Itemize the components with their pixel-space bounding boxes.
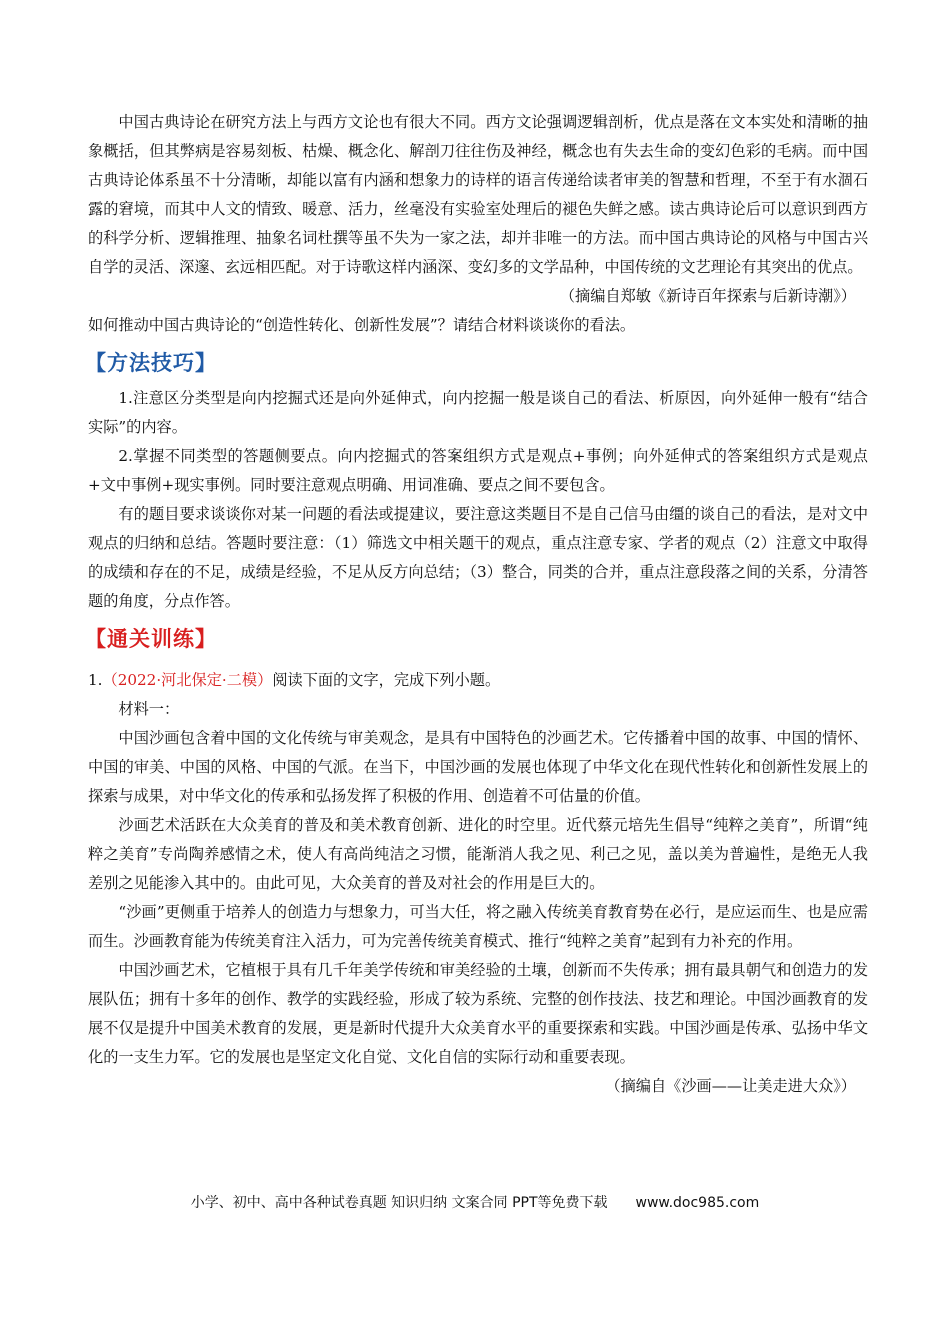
material-label: 材料一： [118,700,180,718]
methods-item-2: 2.掌握不同类型的答题侧要点。向内挖掘式的答案组织方式是观点+事例；向外延伸式的答案组织方式是观点+文中事例+现实事例。同时要注意观点明确、用词准确、要点之间不要包含。 [88,447,868,494]
methods-item-1: 1.注意区分类型是向内挖掘式还是向外延伸式，向内挖掘一般是谈自己的看法、析原因，向外延伸一般有“结合实际”的内容。 [88,389,868,436]
material-paragraph-4: 中国沙画艺术，它植根于具有几千年美学传统和审美经验的土壤，创新而不失传承；拥有最具朝气和创造力的发展队伍；拥有十多年的创作、教学的实践经验，形成了较为系统、完整的创作技法、技艺和理论。中国沙画教育的发展不仅是提升中国美术教育的发展，更是新时代提升大众美育水平的重要探索和实践。中国沙画是传承、弘扬中华文化的一支生力军。它的发展也是坚定文化自觉、文化自信的实际行动和重要表现。 [88,961,868,1066]
passage-source: （摘编自郑敏《新诗百年探索与后新诗潮》） [559,287,856,305]
passage-question: 如何推动中国古典诗论的“创造性转化、创新性发展”？请结合材料谈谈你的看法。 [88,316,636,334]
training-heading: 【通关训练】 [85,627,217,651]
document-page [85,108,868,1101]
question-text: 阅读下面的文字，完成下列小题。 [272,671,501,689]
methods-item-3: 有的题目要求谈谈你对某一问题的看法或提建议，要注意这类题目不是自己信马由缰的谈自己的看法，是对文中观点的归纳和总结。答题时要注意：（1）筛选文中相关题干的观点，重点注意专家、学者的观点（2）注意文中取得的成绩和存在的不足，成绩是经验，不足从反方向总结；（3）整合，同类的合并，重点注意段落之间的关系，分清答题的角度，分点作答。 [88,505,868,610]
footer-url[interactable]: www.doc985.com [635,1195,760,1211]
methods-heading: 【方法技巧】 [85,351,217,375]
material-paragraph-2: 沙画艺术活跃在大众美育的普及和美术教育创新、进化的时空里。近代蔡元培先生倡导“纯粹之美育”，所谓“纯粹之美育”专尚陶养感情之术，使人有高尚纯洁之习惯，能渐消人我之见、利己之见，盖以美为普遍性，是绝无人我差别之见能渗入其中的。由此可见，大众美育的普及对社会的作用是巨大的。 [88,816,868,892]
page-footer [0,1192,950,1212]
passage-paragraph: 中国古典诗论在研究方法上与西方文论也有很大不同。西方文论强调逻辑剖析，优点是落在文本实处和清晰的抽象概括，但其弊病是容易刻板、枯燥、概念化、解剖刀往往伤及神经，概念也有失去生命的变幻色彩的毛病。而中国古典诗论体系虽不十分清晰，却能以富有内涵和想象力的诗样的语言传递给读者审美的智慧和哲理，不至于有水涸石露的窘境，而其中人文的情致、暖意、活力，丝毫没有实验室处理后的褪色失鲜之感。读古典诗论后可以意识到西方的科学分析、逻辑推理、抽象名词杜撰等虽不失为一家之法，却并非唯一的方法。而中国古典诗论的风格与中国古兴自学的灵活、深邃、玄远相匹配。对于诗歌这样内涵深、变幻多的文学品种，中国传统的文艺理论有其突出的优点。 [88,113,868,276]
material-paragraph-3: “沙画”更侧重于培养人的创造力与想象力，可当大任，将之融入传统美育教育势在必行，是应运而生、也是应需而生。沙画教育能为传统美育注入活力，可为完善传统美育模式、推行“纯粹之美育”起到有力补充的作用。 [88,903,868,950]
material-source: （摘编自《沙画——让美走进大众》） [605,1077,856,1095]
question-number: 1. [88,671,103,689]
question-1 [88,666,868,695]
footer-text: 小学、初中、高中各种试卷真题 知识归纳 文案合同 PPT等免费下载 [190,1195,608,1211]
question-source: （2022·河北保定·二模） [102,671,273,689]
material-paragraph-1: 中国沙画包含着中国的文化传统与审美观念，是具有中国特色的沙画艺术。它传播着中国的故事、中国的情怀、中国的审美、中国的风格、中国的气派。在当下，中国沙画的发展也体现了中华文化在现代性转化和创新性发展上的探索与成果，对中华文化的传承和弘扬发挥了积极的作用、创造着不可估量的价值。 [88,729,868,805]
